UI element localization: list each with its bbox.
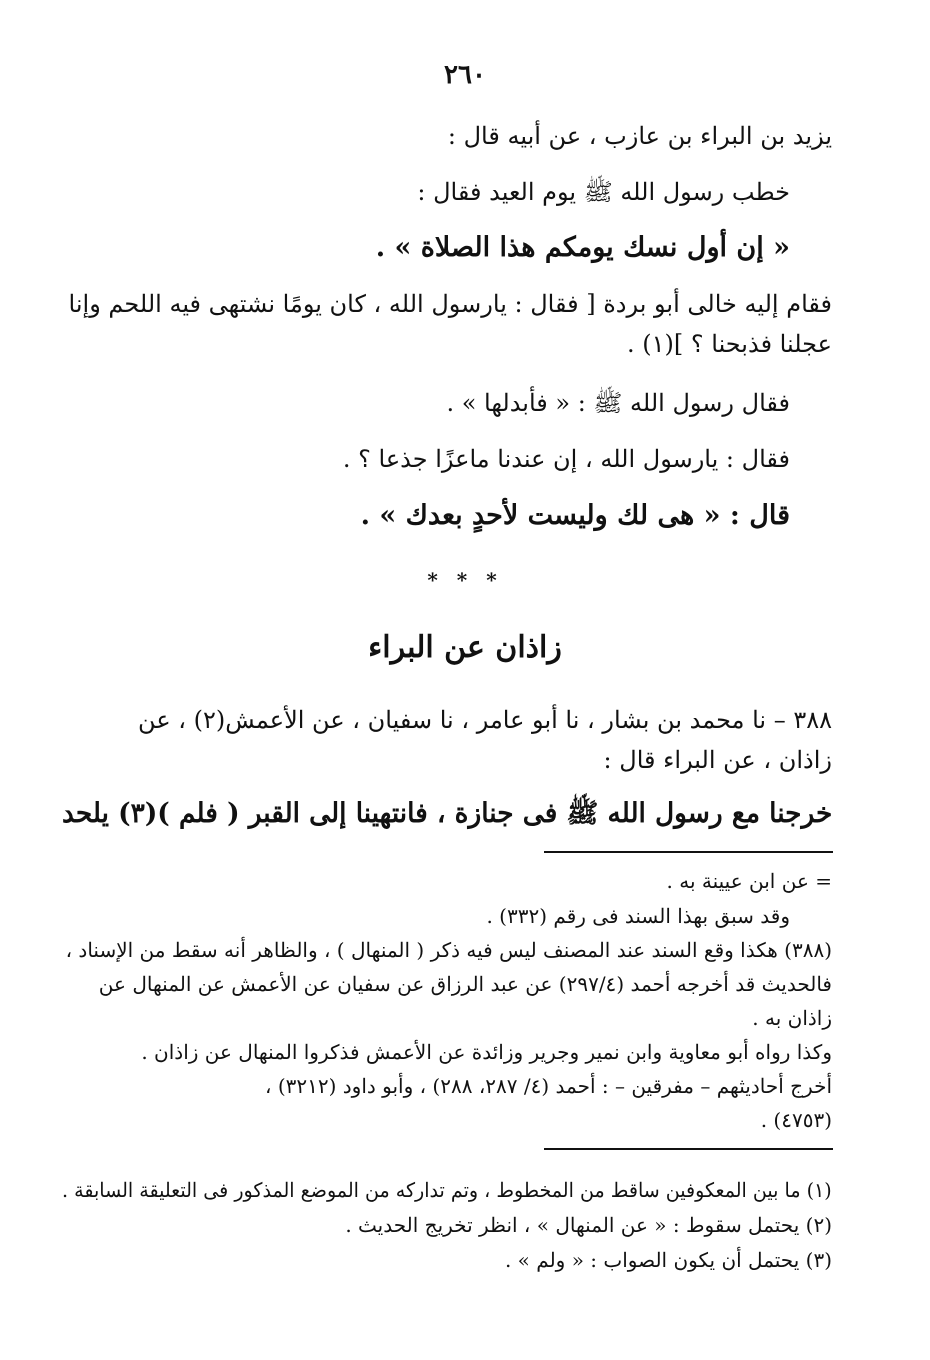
text-line-6: فقال رسول الله ﷺ : « فأبدلها » . [446,389,790,417]
note-line-7: أخرج أحاديثهم – مفرقين – : أحمد (٤/ ٢٨٧، ٢٨٨) ، وأبو داود (٣٢١٢) ، [265,1074,832,1098]
hadith-line-3: خرجنا مع رسول الله ﷺ فى جنازة ، فانتهينا إلى القبر ( فلم )(٣) يلحد [61,798,832,829]
text-line-3: « إن أول نسك يومكم هذا الصلاة » . [375,232,790,263]
footnote-1: (١) ما بين المعكوفين ساقط من المخطوط ، وتم تداركه من الموضع المذكور فى التعليقة السابقة . [62,1178,832,1202]
text-line-5: عجلنا فذبحنا ؟ ](١) . [627,330,832,358]
note-line-1: = عن ابن عيينة به . [666,869,832,893]
note-line-6: وكذا رواه أبو معاوية وابن نمير وجرير وزائدة عن الأعمش فذكروا المنهال عن زاذان . [141,1040,832,1064]
text-line-7: فقال : يارسول الله ، إن عندنا ماعزًا جذعا ؟ . [342,445,790,473]
hadith-line-2: زاذان ، عن البراء قال : [603,746,832,774]
note-line-5: زاذان به . [752,1006,832,1030]
note-line-4: فالحديث قد أخرجه أحمد (٢٩٧/٤) عن عبد الرزاق عن سفيان عن الأعمش عن المنهال عن [98,972,832,996]
footnote-rule-upper [544,851,833,853]
note-line-2: وقد سبق بهذا السند فى رقم (٣٣٢) . [486,904,790,928]
section-heading: زاذان عن البراء [368,630,562,665]
section-separator: * * * [427,568,503,592]
footnote-3: (٣) يحتمل أن يكون الصواب : « ولم » . [504,1248,832,1272]
footnote-2: (٢) يحتمل سقوط : « عن المنهال » ، انظر تخريج الحديث . [345,1213,832,1237]
footnote-rule-lower [544,1148,833,1150]
text-line-4: فقام إليه خالى أبو بردة [ فقال : يارسول الله ، كان يومًا نشتهى فيه اللحم وإنا [68,290,832,318]
note-line-8: (٤٧٥٣) . [760,1108,832,1132]
page-number: ٢٦٠ [444,60,486,90]
text-line-2: خطب رسول الله ﷺ يوم العيد فقال : [417,178,790,206]
hadith-line-1: ٣٨٨ – نا محمد بن بشار ، نا أبو عامر ، نا سفيان ، عن الأعمش(٢) ، عن [138,706,832,734]
note-line-3: (٣٨٨) هكذا وقع السند عند المصنف ليس فيه ذكر ( المنهال ) ، والظاهر أنه سقط من الإسناد ، [65,938,832,962]
text-line-8: قال : « هى لك وليست لأحدٍ بعدك » . [360,500,790,531]
text-line-1: يزيد بن البراء بن عازب ، عن أبيه قال : [447,122,832,150]
